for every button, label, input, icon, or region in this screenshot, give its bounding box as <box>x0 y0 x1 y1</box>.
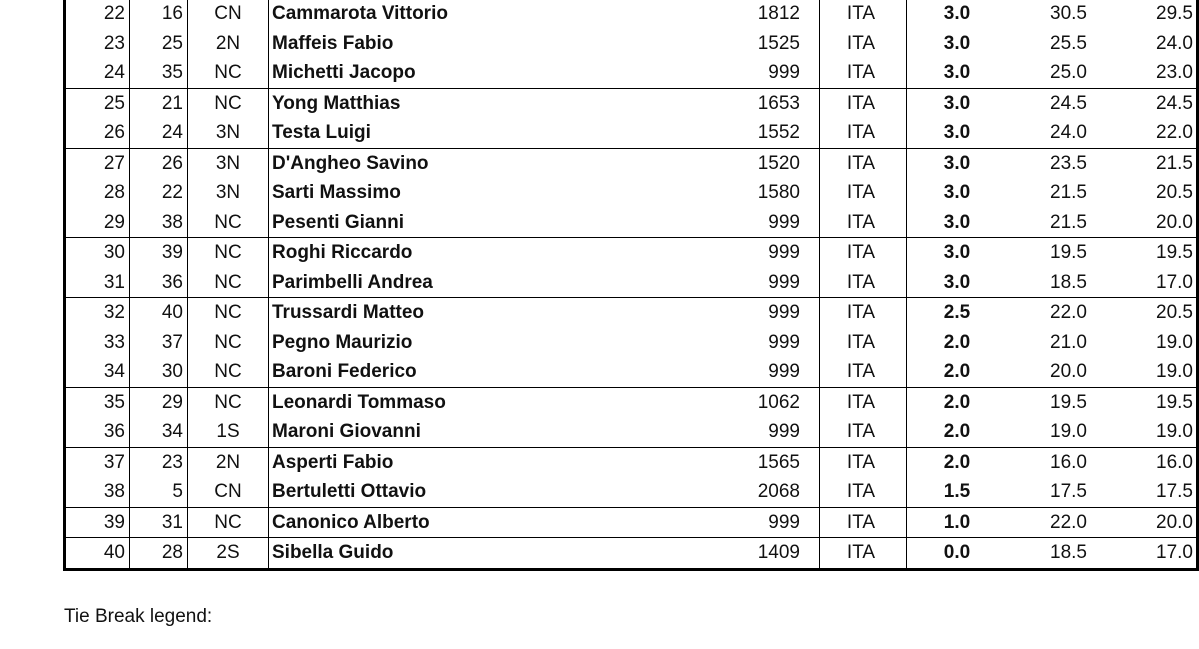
rating-cell: 999 <box>662 58 820 88</box>
points-cell: 0.0 <box>907 538 1008 570</box>
rank-cell: 24 <box>65 58 130 88</box>
tiebreak-2-cell: 20.0 <box>1103 507 1198 538</box>
tiebreak-2-cell: 19.0 <box>1156 331 1193 353</box>
player-name-cell: Trussardi Matteo <box>269 298 663 328</box>
rank-cell: 27 <box>65 148 130 178</box>
points-cell: 2.0 <box>907 447 1008 477</box>
points-cell: 2.0 <box>943 331 971 353</box>
rank-cell: 34 <box>65 357 130 387</box>
table-row <box>65 268 1198 298</box>
player-name-cell: Pesenti Gianni <box>272 211 404 233</box>
rank-cell: 38 <box>65 477 130 507</box>
start-number-cell: 28 <box>130 538 188 570</box>
tiebreak-2-cell: 29.5 <box>1156 3 1193 25</box>
table-row <box>65 387 1198 417</box>
federation-cell: ITA <box>820 538 907 570</box>
rank-cell: 28 <box>65 178 130 208</box>
rating-cell: 1580 <box>662 178 820 208</box>
category-cell: NC <box>188 268 269 298</box>
table-row <box>65 447 1198 477</box>
points-cell: 3.0 <box>943 182 971 204</box>
tiebreak-1-cell: 25.5 <box>1050 32 1087 54</box>
rating-cell: 1525 <box>662 29 820 59</box>
tiebreak-1-cell: 25.0 <box>1050 62 1087 84</box>
category-cell: NC <box>188 328 269 358</box>
category-cell: 3N <box>188 118 269 148</box>
points-cell: 3.0 <box>943 3 971 25</box>
tiebreak-2-cell: 20.5 <box>1103 298 1198 328</box>
points-cell: 2.0 <box>943 361 971 383</box>
rank-cell: 36 <box>65 417 130 447</box>
standings-body <box>65 0 1198 569</box>
player-name-cell: Parimbelli Andrea <box>272 271 433 293</box>
category-cell: 3N <box>188 148 269 178</box>
tiebreak-2-cell: 17.0 <box>1103 538 1198 570</box>
tiebreak-2-cell: 19.0 <box>1156 361 1193 383</box>
federation-cell: ITA <box>820 357 907 387</box>
rank-cell: 23 <box>65 29 130 59</box>
category-cell: NC <box>188 387 269 417</box>
points-cell: 2.0 <box>907 387 1008 417</box>
table-row <box>65 29 1198 59</box>
table-row <box>65 357 1198 387</box>
federation-cell: ITA <box>820 507 907 538</box>
federation-cell: ITA <box>820 328 907 358</box>
category-cell: 2N <box>188 29 269 59</box>
tiebreak-1-cell: 18.5 <box>1007 538 1103 570</box>
points-cell: 3.0 <box>907 238 1008 268</box>
rating-cell: 1520 <box>662 148 820 178</box>
rating-cell: 999 <box>662 208 820 238</box>
tiebreak-1-cell: 30.5 <box>1050 3 1087 25</box>
points-cell: 3.0 <box>907 88 1008 118</box>
start-number-cell: 31 <box>130 507 188 538</box>
player-name-cell: D'Angheo Savino <box>269 148 663 178</box>
start-number-cell: 29 <box>130 387 188 417</box>
start-number-cell: 24 <box>130 118 188 148</box>
start-number-cell: 30 <box>130 357 188 387</box>
table-row <box>65 507 1198 538</box>
tiebreak-1-cell: 16.0 <box>1007 447 1103 477</box>
rating-cell: 999 <box>662 298 820 328</box>
federation-cell: ITA <box>820 477 907 507</box>
table-row <box>65 148 1198 178</box>
points-cell: 1.0 <box>907 507 1008 538</box>
tiebreak-1-cell: 19.5 <box>1007 238 1103 268</box>
federation-cell: ITA <box>820 0 907 29</box>
tiebreak-1-cell: 22.0 <box>1007 507 1103 538</box>
tiebreak-1-cell: 24.5 <box>1007 88 1103 118</box>
rating-cell: 999 <box>662 238 820 268</box>
category-cell: NC <box>188 88 269 118</box>
rating-cell: 999 <box>662 507 820 538</box>
category-cell: NC <box>188 58 269 88</box>
player-name-cell: Testa Luigi <box>272 122 371 144</box>
player-name-cell: Canonico Alberto <box>269 507 663 538</box>
tiebreak-2-cell: 19.5 <box>1103 387 1198 417</box>
category-cell: CN <box>188 0 269 29</box>
tiebreak-legend-title: Tie Break legend: <box>64 606 213 627</box>
rating-cell: 2068 <box>662 477 820 507</box>
rating-cell: 1812 <box>662 0 820 29</box>
rank-cell: 22 <box>65 0 130 29</box>
rank-cell: 31 <box>65 268 130 298</box>
category-cell: NC <box>188 507 269 538</box>
category-cell: 2S <box>188 538 269 570</box>
tiebreak-2-cell: 20.0 <box>1156 211 1193 233</box>
points-cell: 3.0 <box>907 148 1008 178</box>
federation-cell: ITA <box>820 88 907 118</box>
player-name-cell: Roghi Riccardo <box>269 238 663 268</box>
rank-cell: 26 <box>65 118 130 148</box>
table-row <box>65 417 1198 447</box>
tiebreak-1-cell: 19.5 <box>1007 387 1103 417</box>
category-cell: 1S <box>188 417 269 447</box>
tiebreak-1-cell: 21.5 <box>1050 211 1087 233</box>
category-cell: NC <box>188 238 269 268</box>
tiebreak-2-cell: 21.5 <box>1103 148 1198 178</box>
player-name-cell: Maffeis Fabio <box>272 32 394 54</box>
start-number-cell: 36 <box>130 268 188 298</box>
player-name-cell: Bertuletti Ottavio <box>272 481 427 503</box>
tiebreak-1-cell: 18.5 <box>1050 271 1087 293</box>
start-number-cell: 39 <box>130 238 188 268</box>
player-name-cell: Sibella Guido <box>269 538 663 570</box>
points-cell: 3.0 <box>943 122 971 144</box>
start-number-cell: 22 <box>130 178 188 208</box>
rank-cell: 35 <box>65 387 130 417</box>
rating-cell: 1565 <box>662 447 820 477</box>
start-number-cell: 37 <box>130 328 188 358</box>
start-number-cell: 5 <box>130 477 188 507</box>
federation-cell: ITA <box>820 118 907 148</box>
rating-cell: 999 <box>662 328 820 358</box>
federation-cell: ITA <box>820 268 907 298</box>
points-cell: 3.0 <box>943 211 971 233</box>
start-number-cell: 16 <box>130 0 188 29</box>
player-name-cell: Leonardi Tommaso <box>269 387 663 417</box>
rating-cell: 999 <box>662 417 820 447</box>
rating-cell: 1552 <box>662 118 820 148</box>
player-name-cell: Sarti Massimo <box>272 182 401 204</box>
player-name-cell: Maroni Giovanni <box>272 421 421 443</box>
tiebreak-1-cell: 22.0 <box>1007 298 1103 328</box>
player-name-cell: Michetti Jacopo <box>272 62 416 84</box>
federation-cell: ITA <box>820 58 907 88</box>
table-row <box>65 0 1198 29</box>
table-row <box>65 298 1198 328</box>
player-name-cell: Baroni Federico <box>272 361 417 383</box>
federation-cell: ITA <box>820 208 907 238</box>
tiebreak-1-cell: 21.5 <box>1050 182 1087 204</box>
federation-cell: ITA <box>820 298 907 328</box>
start-number-cell: 40 <box>130 298 188 328</box>
rank-cell: 37 <box>65 447 130 477</box>
tiebreak-2-cell: 20.5 <box>1156 182 1193 204</box>
rating-cell: 999 <box>662 357 820 387</box>
category-cell: 3N <box>188 178 269 208</box>
federation-cell: ITA <box>820 29 907 59</box>
rating-cell: 1062 <box>662 387 820 417</box>
tiebreak-2-cell: 22.0 <box>1156 122 1193 144</box>
start-number-cell: 25 <box>130 29 188 59</box>
federation-cell: ITA <box>820 447 907 477</box>
rank-cell: 32 <box>65 298 130 328</box>
points-cell: 1.5 <box>943 481 971 503</box>
player-name-cell: Yong Matthias <box>269 88 663 118</box>
tiebreak-2-cell: 19.0 <box>1156 421 1193 443</box>
rank-cell: 33 <box>65 328 130 358</box>
table-row <box>65 328 1198 358</box>
table-row <box>65 477 1198 507</box>
tiebreak-2-cell: 24.5 <box>1103 88 1198 118</box>
player-name-cell: Cammarota Vittorio <box>272 3 448 25</box>
table-row <box>65 238 1198 268</box>
start-number-cell: 35 <box>130 58 188 88</box>
rank-cell: 29 <box>65 208 130 238</box>
tiebreak-1-cell: 21.0 <box>1050 331 1087 353</box>
start-number-cell: 38 <box>130 208 188 238</box>
standings-table <box>63 0 1199 571</box>
tiebreak-2-cell: 24.0 <box>1156 32 1193 54</box>
points-cell: 3.0 <box>943 62 971 84</box>
player-name-cell: Pegno Maurizio <box>272 331 413 353</box>
start-number-cell: 34 <box>130 417 188 447</box>
tiebreak-1-cell: 24.0 <box>1050 122 1087 144</box>
federation-cell: ITA <box>820 387 907 417</box>
tiebreak-2-cell: 16.0 <box>1103 447 1198 477</box>
tiebreak-1-cell: 23.5 <box>1007 148 1103 178</box>
table-row <box>65 178 1198 208</box>
rank-cell: 30 <box>65 238 130 268</box>
rank-cell: 25 <box>65 88 130 118</box>
rank-cell: 39 <box>65 507 130 538</box>
table-row <box>65 58 1198 88</box>
table-row <box>65 208 1198 238</box>
table-row <box>65 88 1198 118</box>
points-cell: 2.5 <box>907 298 1008 328</box>
points-cell: 2.0 <box>943 421 971 443</box>
tiebreak-2-cell: 17.0 <box>1156 271 1193 293</box>
rating-cell: 1409 <box>662 538 820 570</box>
tiebreak-1-cell: 19.0 <box>1050 421 1087 443</box>
tiebreak-1-cell: 20.0 <box>1050 361 1087 383</box>
category-cell: NC <box>188 298 269 328</box>
tiebreak-2-cell: 19.5 <box>1103 238 1198 268</box>
category-cell: NC <box>188 208 269 238</box>
rating-cell: 1653 <box>662 88 820 118</box>
federation-cell: ITA <box>820 148 907 178</box>
start-number-cell: 23 <box>130 447 188 477</box>
start-number-cell: 26 <box>130 148 188 178</box>
points-cell: 3.0 <box>943 271 971 293</box>
tiebreak-1-cell: 17.5 <box>1050 481 1087 503</box>
rating-cell: 999 <box>662 268 820 298</box>
rank-cell: 40 <box>65 538 130 570</box>
tiebreak-2-cell: 23.0 <box>1156 62 1193 84</box>
category-cell: CN <box>188 477 269 507</box>
table-row <box>65 538 1198 570</box>
points-cell: 3.0 <box>943 32 971 54</box>
federation-cell: ITA <box>820 178 907 208</box>
table-row <box>65 118 1198 148</box>
start-number-cell: 21 <box>130 88 188 118</box>
federation-cell: ITA <box>820 238 907 268</box>
tiebreak-2-cell: 17.5 <box>1156 481 1193 503</box>
category-cell: NC <box>188 357 269 387</box>
federation-cell: ITA <box>820 417 907 447</box>
player-name-cell: Asperti Fabio <box>269 447 663 477</box>
category-cell: 2N <box>188 447 269 477</box>
